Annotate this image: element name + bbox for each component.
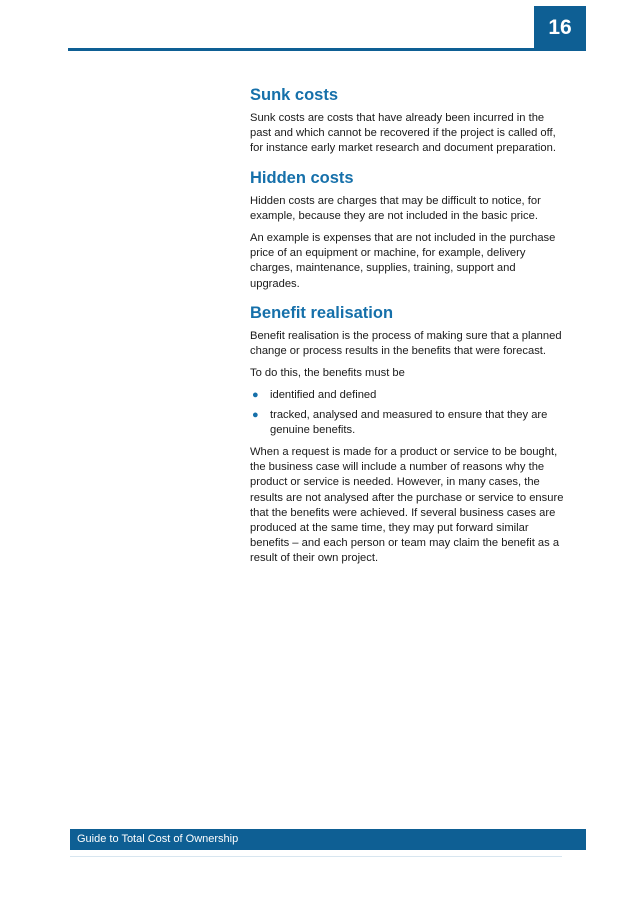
footer-rule xyxy=(70,856,562,857)
bullet-icon: ● xyxy=(252,389,259,402)
paragraph: Hidden costs are charges that may be difficult to notice, for example, because they are not included in the basic price. xyxy=(250,194,541,222)
list-item xyxy=(250,408,565,438)
list-item xyxy=(250,388,565,403)
section-heading: Sunk costs xyxy=(250,86,339,104)
section-benefit-realisation xyxy=(250,302,565,567)
list-item-text: identified and defined xyxy=(270,389,377,402)
footer-title: Guide to Total Cost of Ownership xyxy=(70,829,586,850)
paragraph: When a request is made for a product or service to be bought, the business case will include a number of reasons why the product or service is needed. However, in many cases, the results are not analysed after the purchase or service to ensure that the benefits were achieved. If several business cases are produced at the same time, they may put forward similar benefits – and each person or team may claim the benefit as a result of their own project. xyxy=(250,446,564,565)
section-heading: Hidden costs xyxy=(250,168,354,187)
section-hidden-costs xyxy=(250,167,565,292)
page-content xyxy=(250,84,565,574)
section-sunk-costs xyxy=(250,84,565,157)
list-item-text: tracked, analysed and measured to ensure that they are genuine benefits. xyxy=(270,408,548,436)
bullet-list xyxy=(250,388,565,438)
paragraph: Benefit realisation is the process of making sure that a planned change or process results in the benefits that were forecast. xyxy=(250,329,562,358)
bullet-icon: ● xyxy=(252,408,259,421)
paragraph: To do this, the benefits must be xyxy=(250,367,405,380)
paragraph: Sunk costs are costs that have already been incurred in the past and which cannot be recovered if the project is called off, for instance early market research and document preparation. xyxy=(250,112,556,155)
page-number: 16 xyxy=(534,6,586,50)
paragraph: An example is expenses that are not included in the purchase price of an equipment or machine, for example, delivery charges, maintenance, supplies, training, support and upgrades. xyxy=(250,232,556,290)
section-heading: Benefit realisation xyxy=(250,303,394,322)
header-rule xyxy=(68,48,586,51)
